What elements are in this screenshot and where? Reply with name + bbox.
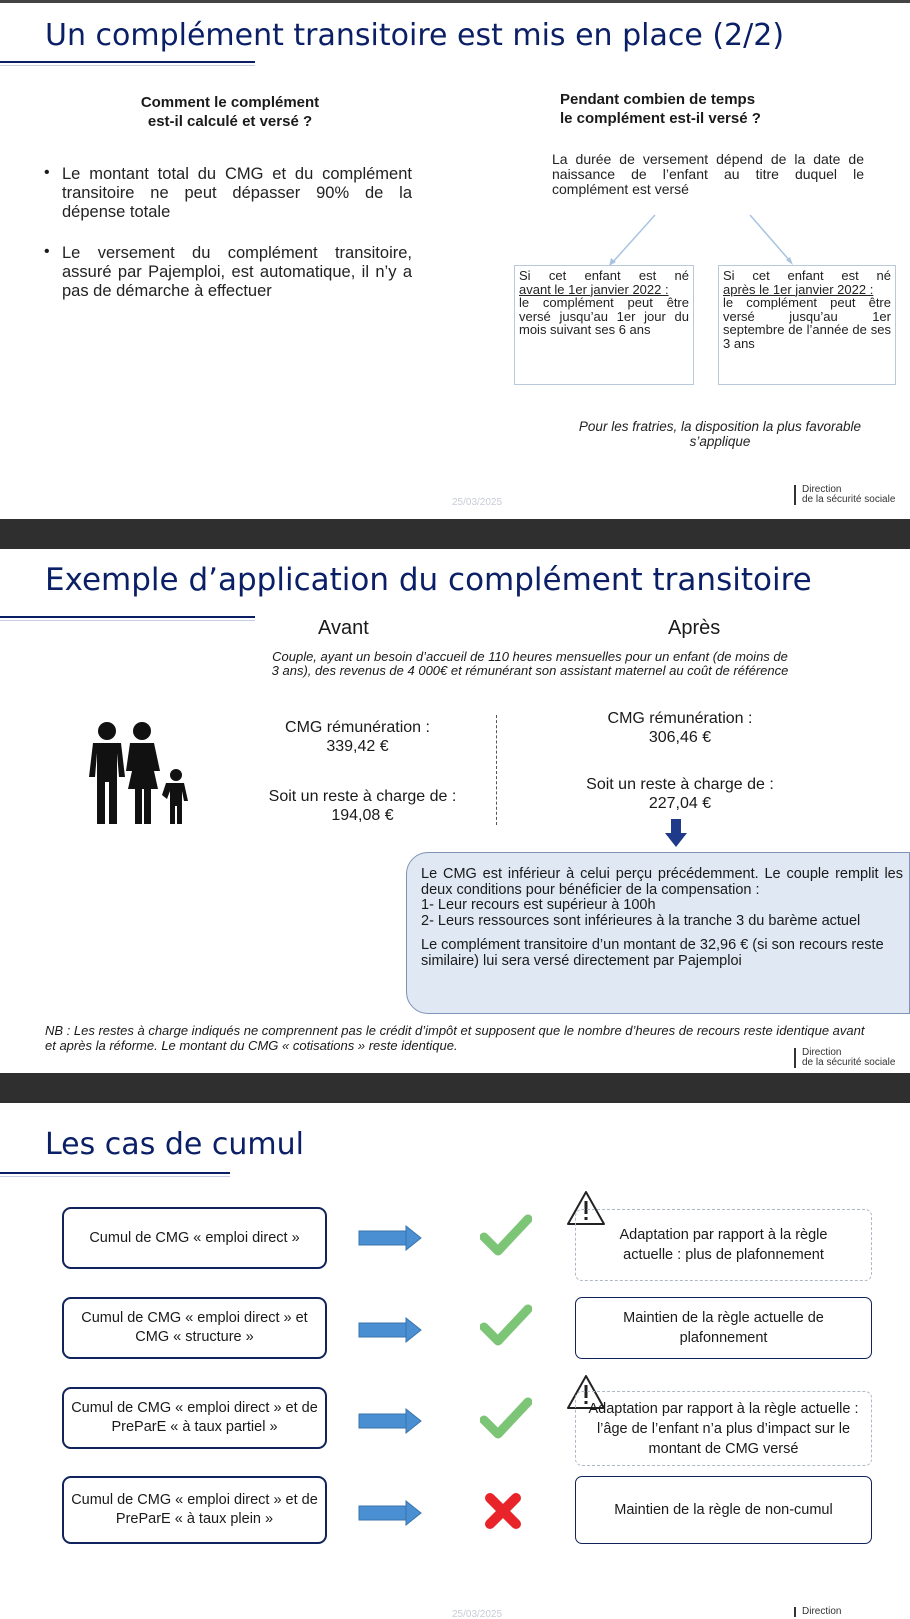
case-3-box: Cumul de CMG « emploi direct » et de PreParE « à taux partiel » bbox=[62, 1387, 327, 1449]
arrow-left bbox=[612, 215, 655, 263]
right-arrow-icon bbox=[358, 1317, 422, 1343]
title-underline bbox=[0, 1172, 230, 1174]
slide-2 bbox=[0, 549, 910, 1073]
case-1-box: Cumul de CMG « emploi direct » bbox=[62, 1207, 327, 1269]
bullet-marker: • bbox=[44, 164, 50, 181]
check-icon bbox=[480, 1396, 532, 1440]
before-cmg-value: 339,42 € bbox=[326, 738, 389, 755]
after-rest bbox=[560, 775, 800, 813]
slide-3-title: Les cas de cumul bbox=[45, 1127, 304, 1162]
case-2-box: Cumul de CMG « emploi direct » et CMG « structure » bbox=[62, 1297, 327, 1359]
right-arrow-icon bbox=[358, 1500, 422, 1526]
slide-2-title: Exemple d’application du complément transitoire bbox=[45, 562, 812, 598]
slide-separator bbox=[0, 1073, 910, 1103]
title-underline bbox=[0, 616, 255, 618]
slide-1-title: Un complément transitoire est mis en place (2/2) bbox=[45, 18, 785, 53]
after-cmg-value: 306,46 € bbox=[648, 729, 712, 746]
explanation-box bbox=[406, 852, 910, 1014]
right-arrow-icon bbox=[358, 1408, 422, 1434]
footer-date: 25/03/2025 bbox=[452, 497, 503, 508]
condition-box-after-2022: Si cet enfant est né après le 1er janvier 2022 : le complément peut être versé jusqu’au 1er septembre de l’année de ses 3 ans bbox=[718, 265, 896, 385]
cross-icon bbox=[484, 1492, 522, 1530]
explanation-p2: Le complément transitoire d’un montant de 32,96 € (si son recours reste similaire) lui sera versé directement par Pajemploi bbox=[421, 937, 884, 969]
left-heading: Comment le complément est-il calculé et versé ? bbox=[140, 94, 320, 130]
after-label: Après bbox=[668, 617, 721, 639]
before-column bbox=[245, 718, 470, 756]
footer-date: 25/03/2025 bbox=[452, 1609, 503, 1619]
case-2-note: Maintien de la règle actuelle de plafonnement bbox=[575, 1297, 872, 1359]
before-rest bbox=[245, 787, 480, 825]
after-column bbox=[570, 709, 790, 747]
case-4-box: Cumul de CMG « emploi direct » et de PreParE « à taux plein » bbox=[62, 1476, 327, 1544]
siblings-note: Pour les fratries, la disposition la plus favorable s’applique bbox=[578, 419, 862, 449]
explanation-condition-2: 2- Leurs ressources sont inférieures à la tranche 3 du barème actuel bbox=[421, 912, 861, 929]
bullet-marker: • bbox=[44, 243, 50, 260]
title-underline-thin bbox=[0, 65, 255, 66]
footer-org: Direction bbox=[794, 1607, 841, 1617]
explanation-condition-1: 1- Leur recours est supérieur à 100h bbox=[421, 897, 656, 913]
bullet-2-text: Le versement du complément transitoire, assuré par Pajemploi, est automatique, il n’y a pas de démarche à effectuer bbox=[62, 244, 412, 300]
title-underline-thin bbox=[0, 1176, 230, 1177]
slide-3 bbox=[0, 1103, 910, 1619]
column-divider bbox=[496, 715, 497, 825]
scenario-text: Couple, ayant un besoin d’accueil de 110 heures mensuelles pour un enfant (de moins de 3 ans), des revenus de 4 000€ et rémunérant son assistant maternel au coût de référence bbox=[271, 649, 789, 678]
down-arrow-icon bbox=[665, 819, 687, 847]
after-cmg-label: CMG rémunération : bbox=[607, 710, 753, 727]
after-rest-label: Soit un reste à charge de : bbox=[586, 776, 774, 793]
duration-text: La durée de versement dépend de la date de naissance de l’enfant au titre duquel le complément est versé bbox=[552, 151, 864, 197]
after-rest-value: 227,04 € bbox=[648, 795, 712, 812]
condition-box-before-2022: Si cet enfant est né avant le 1er janvier 2022 : le complément peut être versé jusqu’au 1er jour du mois suivant ses 6 ans bbox=[514, 265, 694, 385]
nb-note: NB : Les restes à charge indiqués ne comprennent pas le crédit d’impôt et supposent que le nombre d’heures de recours reste identique avant et après la réforme. Le montant du CMG « cotisations » reste identique. bbox=[45, 1023, 865, 1053]
slide-1 bbox=[0, 3, 910, 520]
case-4-note: Maintien de la règle de non-cumul bbox=[575, 1476, 872, 1544]
before-label: Avant bbox=[318, 617, 369, 639]
footer-org: Direction de la sécurité sociale bbox=[794, 485, 895, 505]
explanation-p1: Le CMG est inférieur à celui perçu précédemment. Le couple remplit les deux conditions pour bénéficier de la compensation : bbox=[421, 866, 903, 898]
slide-separator bbox=[0, 519, 910, 549]
right-arrow-icon bbox=[358, 1225, 422, 1251]
bullet-1-text: Le montant total du CMG et du complément transitoire ne peut dépasser 90% de la dépense totale bbox=[62, 165, 412, 221]
arrow-right bbox=[750, 215, 790, 261]
before-cmg-label: CMG rémunération : bbox=[285, 719, 430, 736]
before-rest-label: Soit un reste à charge de : bbox=[268, 788, 457, 805]
case-1-note: Adaptation par rapport à la règle actuelle : plus de plafonnement bbox=[575, 1209, 872, 1281]
check-icon bbox=[480, 1303, 532, 1347]
before-rest-value: 194,08 € bbox=[331, 807, 394, 824]
title-underline bbox=[0, 61, 255, 63]
check-icon bbox=[480, 1213, 532, 1257]
case-3-note: Adaptation par rapport à la règle actuelle : l’âge de l’enfant n’a plus d’impact sur le montant de CMG versé bbox=[575, 1391, 872, 1466]
title-underline-thin bbox=[0, 620, 255, 621]
branch-arrows bbox=[600, 213, 800, 268]
footer-org: Direction de la sécurité sociale bbox=[794, 1048, 895, 1068]
right-heading: Pendant combien de temps le complément est-il versé ? bbox=[560, 91, 761, 127]
family-icon bbox=[85, 721, 195, 824]
